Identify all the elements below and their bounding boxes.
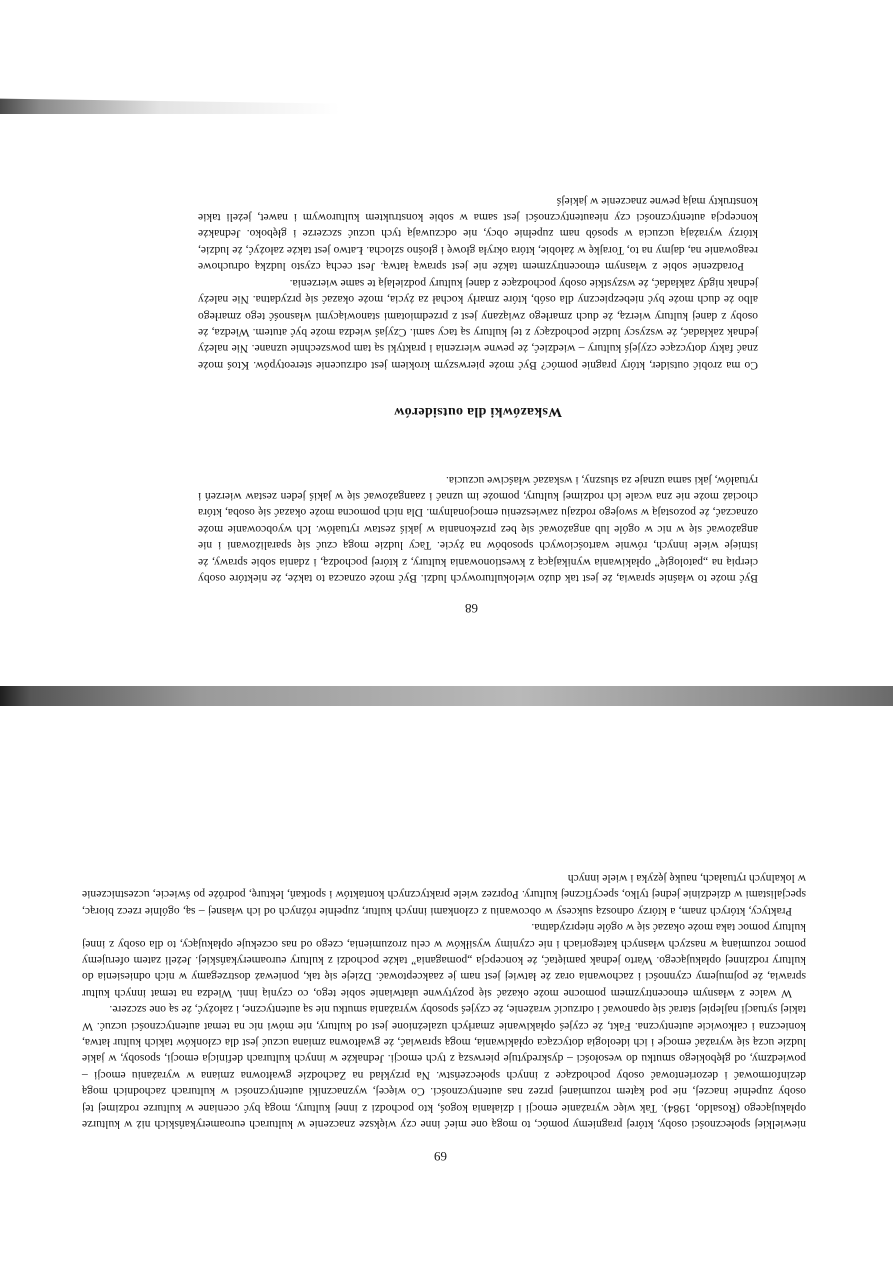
paragraph: Poradzenie sobie z własnym etnocentryzmem także nie jest sprawą łatwą. Jest cechą czysto ludzką odruchowe reagowanie na, dajmy na to, Torajkę w żałobie, która okryła głowę i głośno szlocha. Łatwo jest także założyć, że ludzie, którzy wyrażają uczucia w sposób nam zupełnie obcy, nie odczuwają tych uczuć szczerze i głęboko. Jednakże koncepcja autentyczności czy nieautentyczności jest sama w sobie konstruktem kulturowym i nawet, jeżeli takie konstrukty mają pewne znaczenie w jakiejś bbox=[198, 194, 758, 274]
paragraph: Co ma zrobić outsider, który pragnie pomóc? Być może pierwszym krokiem jest odrzucenie stereotypów. Ktoś może znać fakty dotyczące czyjejś kultury – wiedzieć, że pewne wierzenia i praktyki są tam powszechnie uznane. Nie należy jednak zakładać, że wszyscy ludzie pochodzący z tej kultury są tacy sami. Czyjaś wiedza może być atutem. Wiedza, że osoby z danej kultury wierzą, że duch zmarłego związany jest z przedmiotami stanowiącymi własność tego zmarłego albo że duch może być niebezpieczny dla osób, które zmarły kochał za życia, może okazać się przydatna. Nie należy jednak nigdy zakładać, że wszystkie osoby pochodzące z danej kultury podzielają te same wierzenia. bbox=[198, 276, 758, 372]
section-heading: Wskazówki dla outsiderów bbox=[393, 404, 563, 420]
paragraph: Praktycy, których znam, a którzy odnoszą sukcesy w obcowaniu z członkami innych kultur, zupełnie różnych od ich własnej – są, ogólnie rzecz biorąc, specjalistami w dziedzinie jednej tylko, specyficznej kultury. Poprzez wiele praktycznych kontaktów i spotkań, lekturę, podróże po świecie, uczestniczenie w lokalnych rytuałach, naukę języka i wiele innych bbox=[82, 871, 806, 918]
page-number-69: 69 bbox=[434, 1149, 447, 1164]
page-fold-divider bbox=[0, 686, 893, 706]
paragraph: W walce z własnym etnocentryzmem pomocne może okazać się pozytywne ułatwianie sobie tego, co czynią inni. Wiedza na temat innych kultur sprawia, że pojmujemy czynności i zachowania oraz że łatwiej jest nam je zaakceptować. Dzieje się tak, ponieważ dostrzegamy w nich odniesienia do kultury rodzinnej opłakującego. Warto jednak pamiętać, że koncepcja „pomagania” także pochodzi z kultury euroamerykańskiej. Jeżeli zatem oferujemy pomoc rozumianą w naszych własnych kategoriach i nie czynimy wysiłków w celu zrozumienia, czego od nas oczekuje opłakujący, to dla osoby z innej kultury pomoc taka może okazać się w ogóle nieprzydatna. bbox=[82, 921, 806, 1000]
page-69 bbox=[82, 754, 806, 1132]
page-number-68: 68 bbox=[465, 601, 478, 616]
intro-paragraph: Być może to właśnie sprawia, że jest tak dużo wielokulturowych ludzi. Być może oznacza to także, że niektóre osoby cierpią na „patologię” opłakiwania wynikającą z kwestionowania kultury, z której pochodzą, i zdania sobie sprawy, że istnieje wiele innych, równie wartościowych sposobów na życie. Tacy ludzie mogą czuć się sparaliżowani i nie angażować się w nic w ogóle lub angażować się bez przekonania w jakiś zestaw rytuałów. Ich wyobcowanie może oznaczać, że pozostają w swojego rodzaju zawieszeniu emocjonalnym. Dla nich pomocna może okazać się osoba, która chociaż może nie zna wcale ich rodzimej kultury, pomoże im uznać i zaangażować się w jakiś jeden zestaw wierzeń i rytuałów, jaki sama uznaje za słuszny, i wskazać właściwe uczucia. bbox=[198, 473, 758, 585]
scan-shadow-top bbox=[0, 92, 893, 114]
page-68 bbox=[198, 156, 758, 586]
paragraph: niewielkiej społeczności osoby, której pragniemy pomóc, to mogą one mieć inne czy większe znaczenie w kulturach euroamerykańskich niż w kulturze opłakującego (Rosaldo, 1984). Tak więc wyrażanie emocji i działania kogoś, kto pochodzi z innej kultury, mogą być oceniane w kulturze rodzimej tej osoby zupełnie inaczej, nie pod kątem rozumianej przez nas autentyczności. Co więcej, wyznaczniki autentyczności w kulturach zachodnich mogą dezinformować i dezorientować osoby pochodzące z innych społeczeństw. Na przykład na Zachodzie gwałtowna zmiana w wyrażaniu emocji – powiedzmy, od głębokiego smutku do wesołości – dyskredytuje pierwszą z tych emocji. Jednakże w innych kulturach definicja emocji, sposoby, w jakie ludzie uczą się wyrażać emocje i ich ideologia dotycząca opłakiwania, mogą sprawiać, że gwałtowna zmiana uczuć jest dla członków takich kultur łatwa, konieczna i całkowicie autentyczna. Fakt, że czyjeś opłakiwanie zmarłych uzależnione jest od kultury, nie mówi nic na temat autentyczności uczuć. W takiej sytuacji najlepiej starać się opanować i odrzucić wrażenie, że czyjeś sposoby wyrażania smutku nie są autentyczne, i założyć, że są one szczere. bbox=[82, 1003, 806, 1131]
